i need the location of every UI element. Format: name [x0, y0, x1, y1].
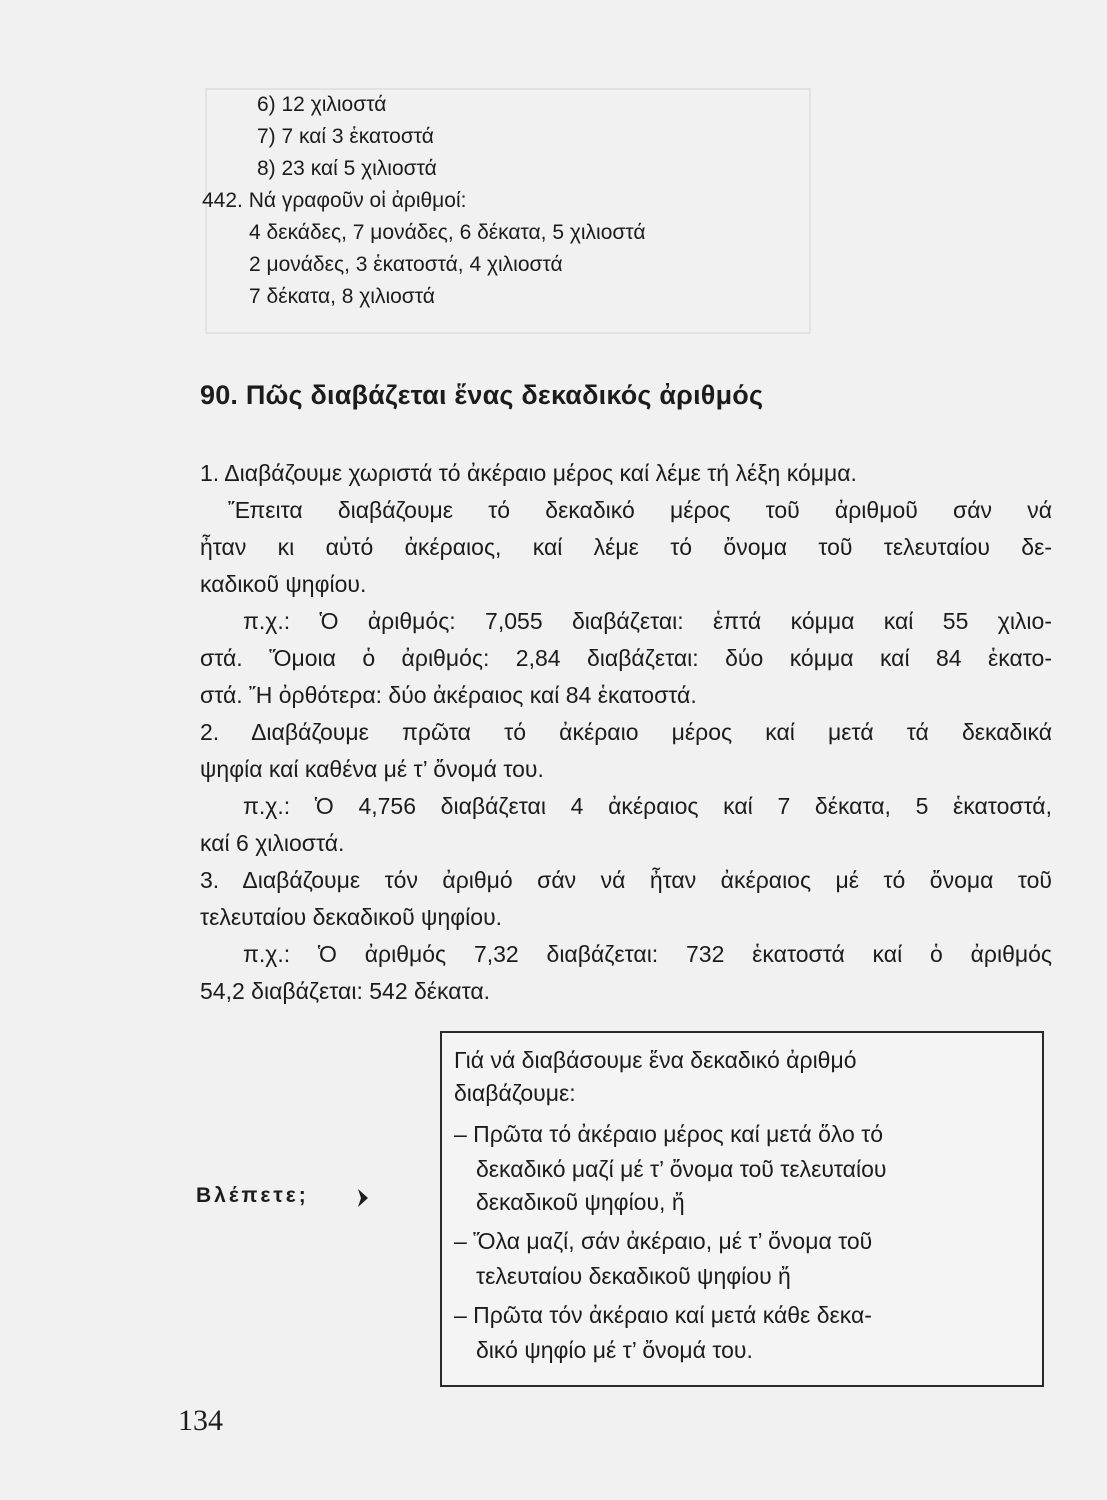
- body-line: π.χ.: Ὁ ἀριθμός: 7,055 διαβάζεται: ἑπτά κόμμα καί 55 χιλιο-: [243, 608, 1052, 634]
- exercise-item: 6) 12 χιλιοστά: [257, 93, 387, 116]
- body-line: στά. Ὅμοια ὁ ἀριθμός: 2,84 διαβάζεται: δύο κόμμα καί 84 ἑκατο-: [200, 645, 1052, 671]
- exercise-item: 2 μονάδες, 3 ἑκατοστά, 4 χιλιοστά: [249, 253, 563, 276]
- exercise-item: 4 δεκάδες, 7 μονάδες, 6 δέκατα, 5 χιλιοστά: [249, 221, 646, 244]
- body-line: 2. Διαβάζουμε πρῶτα τό ἀκέραιο μέρος καί μετά τά δεκαδικά: [200, 719, 1052, 745]
- body-line: ἦταν κι αὐτό ἀκέραιος, καί λέμε τό ὄνομα τοῦ τελευταίου δε-: [200, 534, 1052, 560]
- rule-summary-box: [440, 1031, 1044, 1387]
- section-heading: 90. Πῶς διαβάζεται ἕνας δεκαδικός ἀριθμός: [200, 380, 764, 410]
- body-line: τελευταίου δεκαδικοῦ ψηφίου.: [200, 904, 503, 930]
- body-line: 54,2 διαβάζεται: 542 δέκατα.: [200, 978, 491, 1004]
- see-label: Βλέπετε;: [196, 1184, 309, 1207]
- rule-line: δεκαδικό μαζί μέ τ’ ὄνομα τοῦ τελευταίου: [476, 1156, 887, 1182]
- body-line: ψηφία καί καθένα μέ τ’ ὄνομά του.: [200, 756, 544, 782]
- body-line: Ἔπειτα διαβάζουμε τό δεκαδικό μέρος τοῦ ἀριθμοῦ σάν νά: [228, 497, 1052, 523]
- body-line: 3. Διαβάζουμε τόν ἀριθμό σάν νά ἦταν ἀκέραιος μέ τό ὄνομα τοῦ: [200, 867, 1052, 893]
- exercise-442-title: 442. Νά γραφοῦν οἱ ἀριθμοί:: [202, 189, 467, 212]
- rule-line: Γιά νά διαβάσουμε ἕνα δεκαδικό ἀριθμό: [454, 1047, 857, 1073]
- body-line: 1. Διαβάζουμε χωριστά τό ἀκέραιο μέρος καί λέμε τή λέξη κόμμα.: [200, 460, 857, 486]
- exercise-item: 7 δέκατα, 8 χιλιοστά: [249, 285, 435, 308]
- body-line: π.χ.: Ὁ 4,756 διαβάζεται 4 ἀκέραιος καί 7 δέκατα, 5 ἑκατοστά,: [243, 793, 1052, 819]
- body-line: καδικοῦ ψηφίου.: [200, 571, 367, 597]
- rule-line: διαβάζουμε:: [454, 1080, 576, 1106]
- body-line: π.χ.: Ὁ ἀριθμός 7,32 διαβάζεται: 732 ἑκατοστά καί ὁ ἀριθμός: [243, 941, 1052, 967]
- rule-line: – Πρῶτα τό ἀκέραιο μέρος καί μετά ὅλο τό: [454, 1121, 884, 1147]
- rule-line: δικό ψηφίο μέ τ’ ὄνομά του.: [476, 1337, 753, 1363]
- rule-line: δεκαδικοῦ ψηφίου, ἤ: [476, 1189, 685, 1215]
- exercise-item: 8) 23 καί 5 χιλιοστά: [257, 157, 437, 180]
- rule-line: τελευταίου δεκαδικοῦ ψηφίου ἤ: [476, 1263, 791, 1289]
- body-line: στά. Ἤ ὀρθότερα: δύο ἀκέραιος καί 84 ἑκατοστά.: [200, 682, 697, 708]
- body-line: καί 6 χιλιοστά.: [200, 830, 345, 856]
- pointer-arrow-icon: [355, 1186, 371, 1210]
- rule-line: – Πρῶτα τόν ἀκέραιο καί μετά κάθε δεκα-: [454, 1302, 872, 1328]
- exercise-item: 7) 7 καί 3 ἑκατοστά: [257, 125, 434, 148]
- page-number: 134: [178, 1404, 223, 1437]
- rule-line: – Ὅλα μαζί, σάν ἀκέραιο, μέ τ’ ὄνομα τοῦ: [454, 1228, 873, 1254]
